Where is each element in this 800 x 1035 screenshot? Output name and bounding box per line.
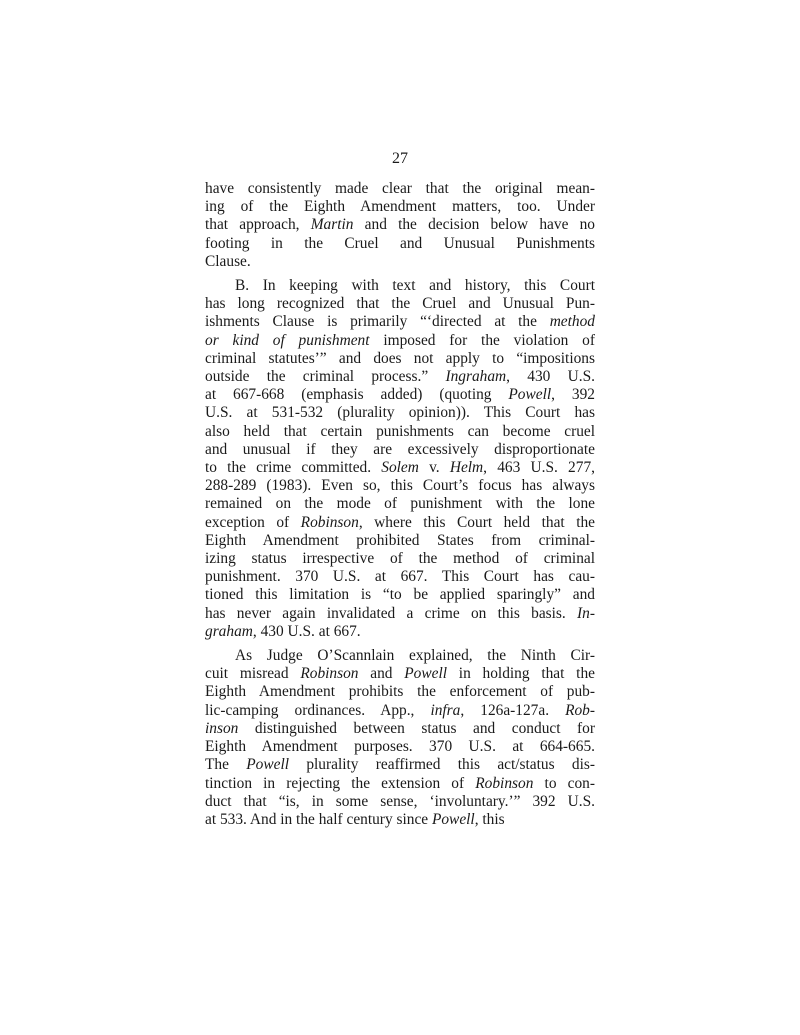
page-number: 27 [392, 150, 408, 167]
text-run: exception of [205, 513, 301, 531]
text-line [205, 532, 595, 550]
paragraph-2 [205, 277, 595, 641]
text-line [205, 386, 595, 404]
text-run: B. In keeping with text and history, this Court [235, 277, 595, 295]
text-line [205, 180, 595, 198]
paragraph-3 [205, 647, 595, 829]
body-text [205, 180, 595, 829]
text-line [205, 702, 595, 720]
text-line [205, 550, 595, 568]
italic-run: Solem [381, 459, 419, 477]
text-line [205, 313, 595, 331]
text-line [205, 198, 595, 216]
text-run: imposed for the violation of [369, 331, 595, 349]
text-run: lic-camping ordinances. App., [205, 701, 431, 719]
text-run: duct that “is, in some sense, ‘involuntary.’” 392 U.S. [205, 792, 595, 810]
text-run: also held that certain punishments can become cruel [205, 422, 595, 440]
text-run: to the crime committed. [205, 459, 382, 477]
text-run: The [205, 756, 247, 774]
text-line [205, 756, 595, 774]
italic-run: Robinson [300, 513, 359, 531]
text-line [205, 775, 595, 793]
text-run: and the decision below have no [353, 216, 595, 234]
text-run: , 392 [551, 386, 596, 404]
text-run: , where this Court held that the [358, 513, 595, 531]
text-run: , this [474, 810, 505, 828]
text-run: v. [418, 459, 450, 477]
text-line [205, 350, 595, 368]
text-line [205, 423, 595, 441]
text-run: , 463 U.S. 277, [483, 459, 595, 477]
italic-run: Martin [310, 216, 354, 234]
italic-run: Powell [404, 665, 448, 683]
text-run: has long recognized that the Cruel and Unusual Pun- [205, 295, 595, 313]
text-line [205, 277, 595, 295]
text-line [205, 568, 595, 586]
text-line [205, 665, 595, 683]
text-line [205, 404, 595, 422]
text-run: footing in the Cruel and Unusual Punishments [205, 234, 595, 252]
text-line [205, 683, 595, 701]
text-run: Eighth Amendment purposes. 370 U.S. at 664-665. [205, 738, 595, 756]
text-run: that approach, [205, 216, 311, 234]
text-line [205, 738, 595, 756]
italic-run: inson [205, 719, 239, 737]
text-run: at 533. And in the half century since [205, 810, 432, 828]
italic-run: graham [205, 622, 253, 640]
italic-run: method [549, 313, 595, 331]
text-line [205, 586, 595, 604]
text-line [205, 477, 595, 495]
italic-run: infra [430, 701, 461, 719]
text-run: criminal statutes’” and does not apply to “impositions [205, 349, 595, 367]
text-line [205, 811, 595, 829]
text-run: tioned this limitation is “to be applied sparingly” and [205, 586, 595, 604]
paragraph-1 [205, 180, 595, 271]
text-run: and [358, 665, 405, 683]
text-run: izing status irrespective of the method of criminal [205, 550, 595, 568]
italic-run: Helm [449, 459, 484, 477]
italic-run: Rob- [565, 701, 595, 719]
text-line [205, 295, 595, 313]
text-line [205, 253, 595, 271]
text-run: ishments Clause is primarily “‘directed at the [205, 313, 550, 331]
text-line [205, 459, 595, 477]
text-run: punishment. 370 U.S. at 667. This Court has cau- [205, 568, 595, 586]
text-run: and unusual if they are excessively disproportionate [205, 440, 595, 458]
text-run: outside the criminal process.” [205, 368, 446, 386]
italic-run: In- [577, 604, 595, 622]
text-run: 288-289 (1983). Even so, this Court’s focus has always [205, 477, 595, 495]
text-run: cuit misread [205, 665, 301, 683]
text-run: have consistently made clear that the original mean- [205, 180, 595, 197]
italic-run: Powell [246, 756, 289, 774]
text-run: tinction in rejecting the extension of [205, 774, 476, 792]
text-run: at 667-668 (emphasis added) (quoting [205, 386, 509, 404]
text-line [205, 720, 595, 738]
text-line [205, 216, 595, 234]
italic-run: or kind of punishment [205, 331, 370, 349]
text-line [205, 441, 595, 459]
italic-run: Powell [431, 810, 475, 828]
text-run: plurality reaffirmed this act/status dis- [289, 756, 595, 774]
italic-run: Powell [508, 386, 552, 404]
text-run: Clause. [205, 252, 251, 270]
text-line [205, 495, 595, 513]
italic-run: Robinson [475, 774, 534, 792]
text-run: , 430 U.S. [506, 368, 595, 386]
text-run: U.S. at 531-532 (plurality opinion)). This Court has [205, 404, 595, 422]
text-line [205, 793, 595, 811]
text-line [205, 332, 595, 350]
text-line [205, 647, 595, 665]
text-line [205, 623, 595, 641]
text-run: distinguished between status and conduct for [238, 719, 595, 737]
text-run: in holding that the [447, 665, 595, 683]
text-run: ing of the Eighth Amendment matters, too. Under [205, 198, 595, 216]
text-line [205, 368, 595, 386]
italic-run: Robinson [300, 665, 359, 683]
text-line [205, 605, 595, 623]
text-run: Eighth Amendment prohibits the enforcement of pub- [205, 683, 595, 701]
italic-run: Ingraham [445, 368, 507, 386]
text-run: As Judge O’Scannlain explained, the Ninth Cir- [235, 647, 595, 665]
text-line [205, 235, 595, 253]
text-run: has never again invalidated a crime on this basis. [205, 604, 578, 622]
text-run: , 126a-127a. [460, 701, 566, 719]
text-run: Eighth Amendment prohibited States from criminal- [205, 531, 595, 549]
text-run: , 430 U.S. at 667. [252, 622, 361, 640]
text-run: to con- [533, 774, 595, 792]
text-run: remained on the mode of punishment with the lone [205, 495, 595, 513]
text-line [205, 514, 595, 532]
